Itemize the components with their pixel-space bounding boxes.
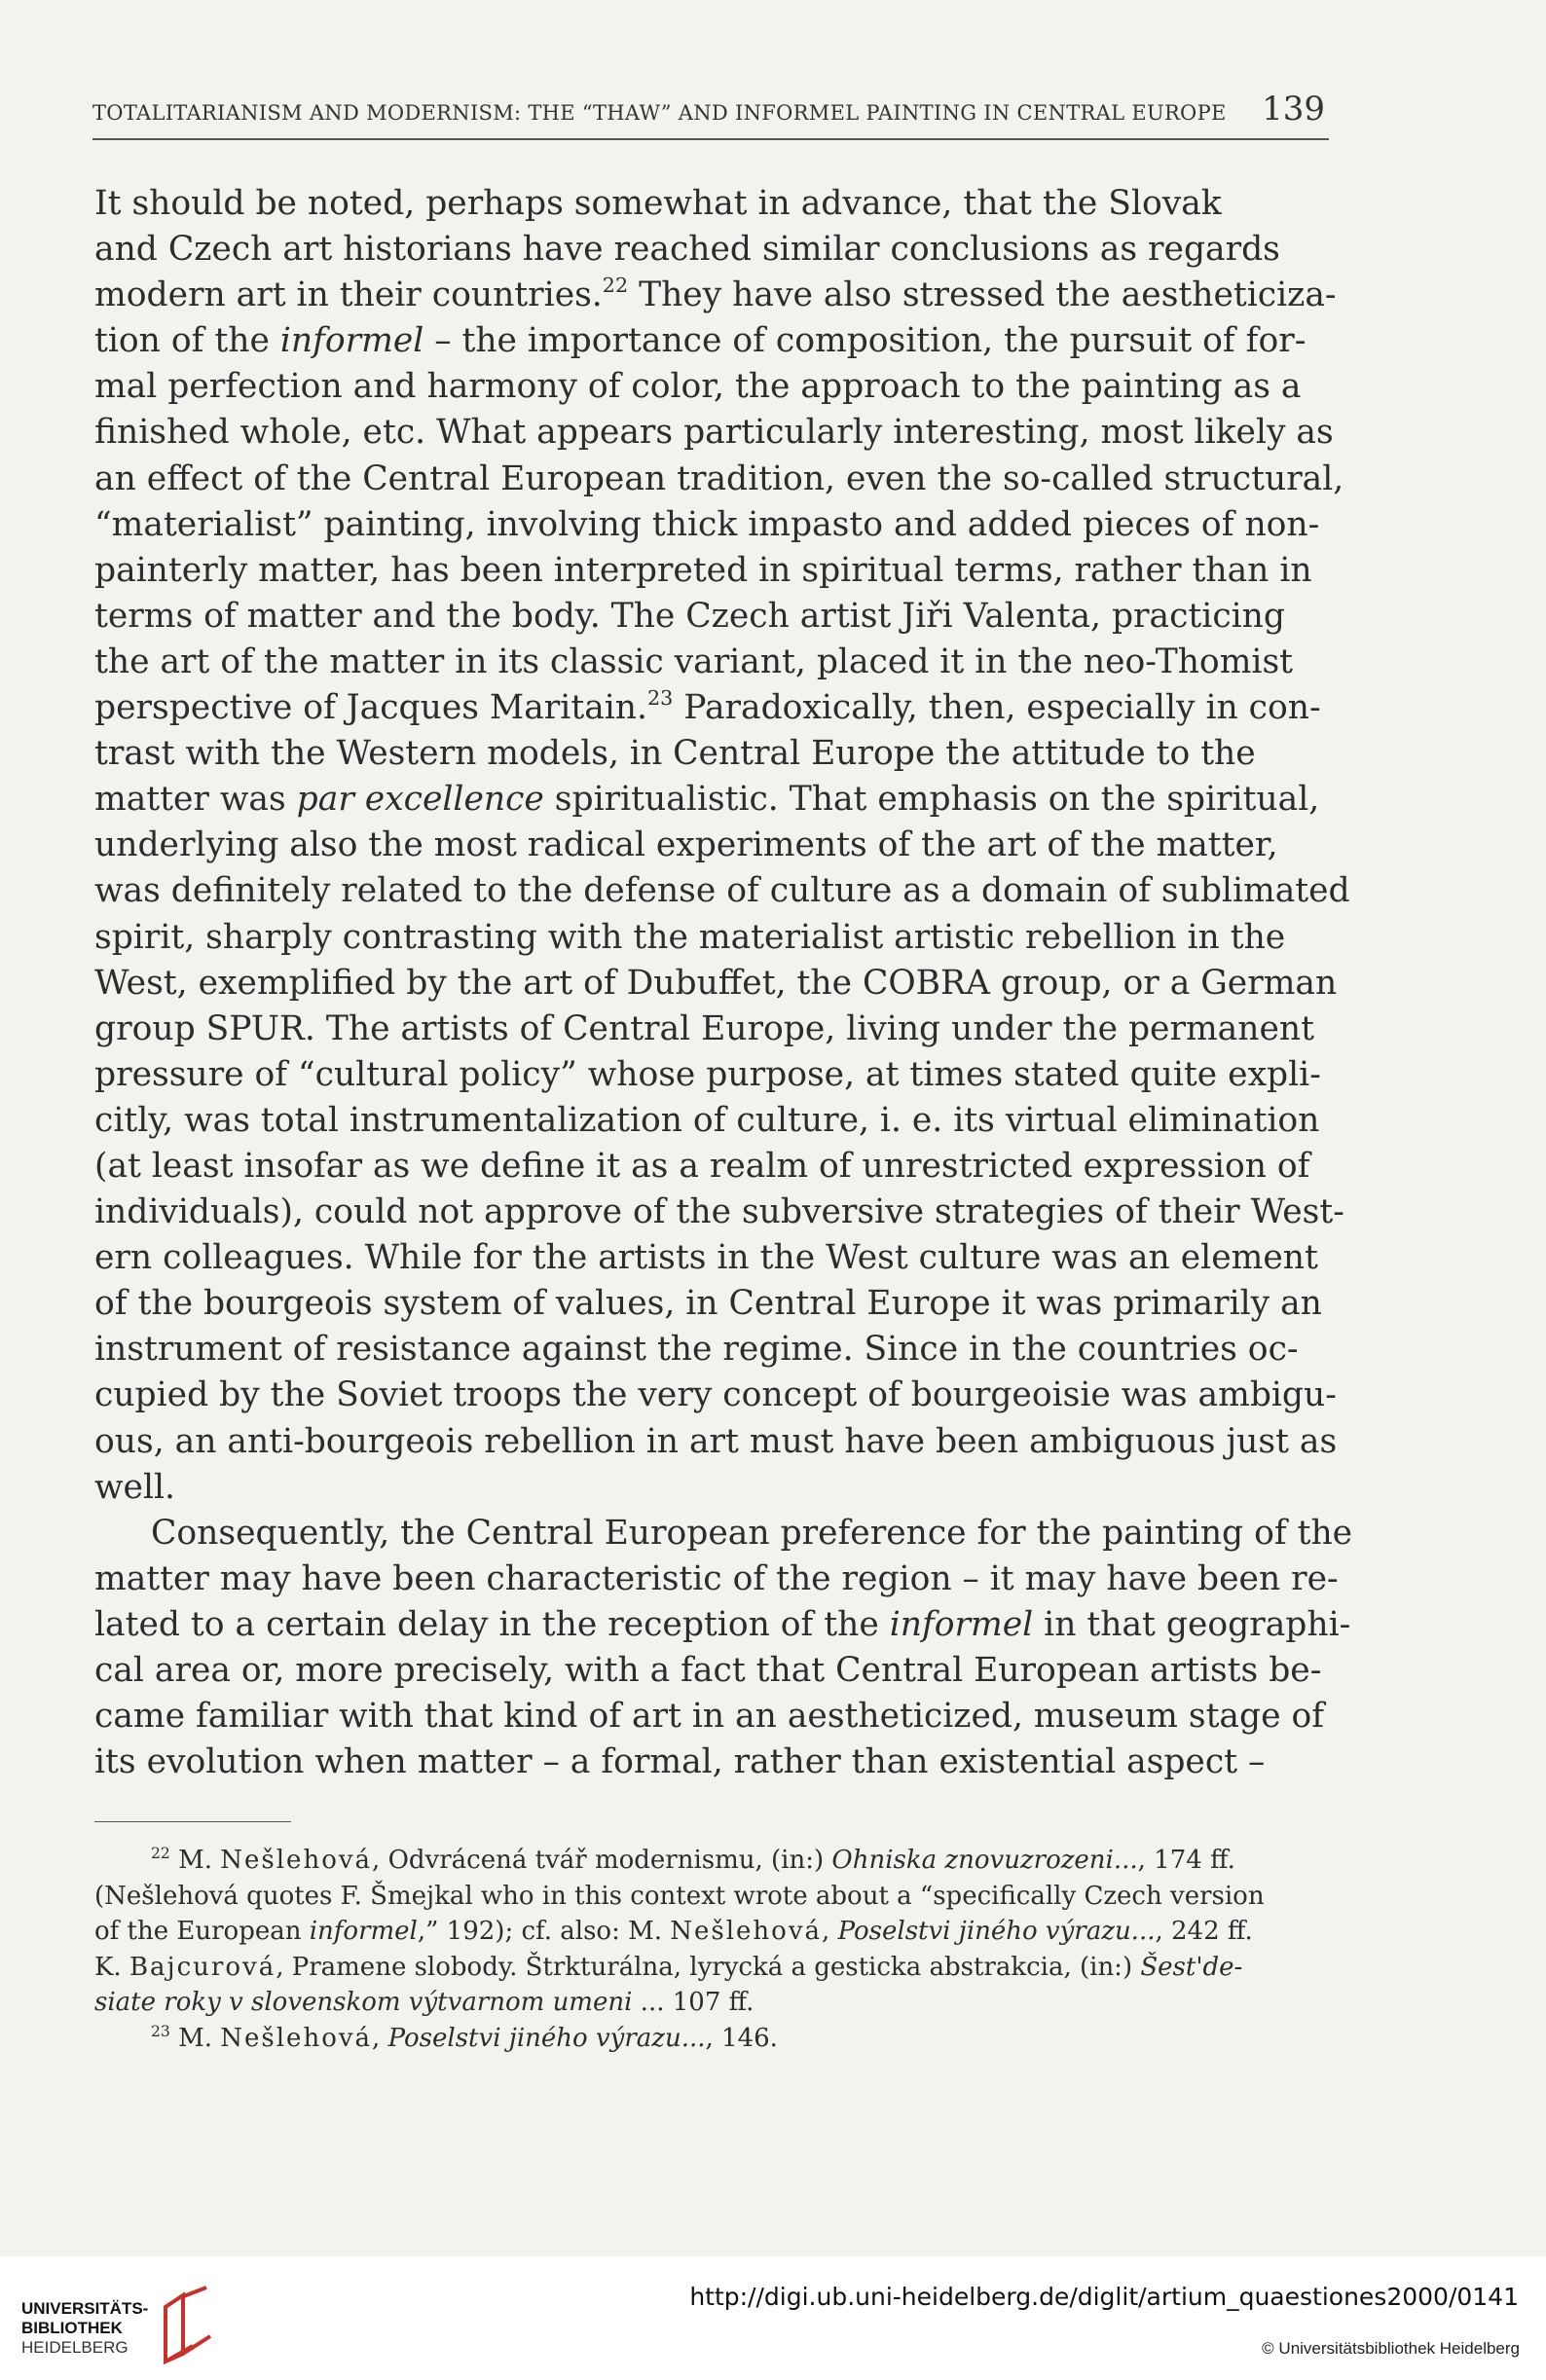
text-line: lated to a certain delay in the reception of the informel in that geographi- xyxy=(94,1604,1351,1644)
text-line: ern colleagues. While for the artists in the West culture was an element xyxy=(94,1238,1318,1278)
text-line: (at least insofar as we define it as a realm of unrestricted expression of xyxy=(94,1146,1310,1186)
page-number: 139 xyxy=(1262,90,1325,128)
text-line: cal area or, more precisely, with a fact that Central European artists be- xyxy=(94,1651,1322,1690)
text-line: group SPUR. The artists of Central Europe, living under the permanent xyxy=(94,1008,1314,1048)
footnotes xyxy=(94,1843,1329,2057)
text-line: “materialist” painting, involving thick impasto and added pieces of non- xyxy=(94,504,1320,544)
paragraph-start-line: Consequently, the Central European preference for the painting of the xyxy=(151,1513,1353,1553)
italic-term: informel xyxy=(889,1604,1034,1644)
text-line: trast with the Western models, in Central Europe the attitude to the xyxy=(94,734,1256,774)
text-line: matter may have been characteristic of the region – it may have been re- xyxy=(94,1558,1339,1598)
text-line: West, exemplified by the art of Dubuffet, the COBRA group, or a German xyxy=(94,963,1338,1003)
text-line: cupied by the Soviet troops the very concept of bourgeoisie was ambigu- xyxy=(94,1375,1337,1415)
library-logo-icon xyxy=(156,2286,216,2371)
text-line: pressure of “cultural policy” whose purpose, at times stated quite expli- xyxy=(94,1054,1321,1094)
footnote-22: $^{22}$ M. Nešlehová, Odvrácená tvář modernismu, (in:) Ohniska znovuzrozeni..., 174 ff. xyxy=(151,1845,1235,1875)
footnote-line: K. Bajcurová, Pramene slobody. Štrkturálna, lyrycká a gesticka abstrakcia, (in:) Šest'de- xyxy=(94,1952,1243,1982)
running-header xyxy=(92,84,1329,140)
text-line: tion of the informel – the importance of composition, the pursuit of for- xyxy=(94,321,1307,361)
text-line: terms of matter and the body. The Czech artist Jiři Valenta, practicing xyxy=(94,596,1285,636)
running-title: TOTALITARIANISM AND MODERNISM: THE “THAW” AND INFORMEL PAINTING IN CENTRAL EUROPE xyxy=(92,101,1227,125)
footnote-ref-23: 23 xyxy=(647,686,674,711)
text-line: modern art in their countries.$^{22}$ They have also stressed the aestheticiza- xyxy=(94,274,1337,315)
text-line: spirit, sharply contrasting with the materialist artistic rebellion in the xyxy=(94,917,1286,957)
copyright-notice: © Universitätsbibliothek Heidelberg xyxy=(1262,2339,1520,2358)
text-line: came familiar with that kind of art in an aestheticized, museum stage of xyxy=(94,1697,1325,1737)
footnote-line: of the European informel,” 192); cf. also: M. Nešlehová, Poselstvi jiného výrazu..., 242 ff. xyxy=(94,1917,1253,1947)
source-url-link[interactable]: http://digi.ub.uni-heidelberg.de/diglit/artium_quaestiones2000/0141 xyxy=(689,2283,1519,2311)
text-line: instrument of resistance against the regime. Since in the countries oc- xyxy=(94,1330,1299,1370)
text-line: matter was par excellence spiritualistic. That emphasis on the spiritual, xyxy=(94,780,1320,820)
text-line: citly, was total instrumentalization of culture, i. e. its virtual elimination xyxy=(94,1100,1320,1140)
text-line: and Czech art historians have reached similar conclusions as regards xyxy=(94,230,1280,270)
footnote-23: $^{23}$ M. Nešlehová, Poselstvi jiného výrazu..., 146. xyxy=(151,2022,778,2053)
text-line: painterly matter, has been interpreted in spiritual terms, rather than in xyxy=(94,550,1312,590)
italic-term: informel xyxy=(279,321,424,361)
text-line: underlying also the most radical experiments of the art of the matter, xyxy=(94,825,1278,865)
text-line: an effect of the Central European tradition, even the so-called structural, xyxy=(94,458,1344,498)
text-line: was definitely related to the defense of culture as a domain of sublimated xyxy=(94,871,1350,911)
digitization-footer xyxy=(0,2256,1546,2380)
text-line: its evolution when matter – a formal, rather than existential aspect – xyxy=(94,1742,1266,1782)
footnote-divider xyxy=(94,1821,291,1822)
text-line: It should be noted, perhaps somewhat in advance, that the Slovak xyxy=(94,184,1222,223)
text-line: the art of the matter in its classic variant, placed it in the neo-Thomist xyxy=(94,641,1294,681)
library-logo-text: UNIVERSITÄTS- BIBLIOTHEK HEIDELBERG xyxy=(21,2299,149,2357)
text-line: individuals), could not approve of the subversive strategies of their West- xyxy=(94,1192,1344,1232)
footnote-ref-22: 22 xyxy=(602,274,629,298)
text-line: perspective of Jacques Maritain.$^{23}$ Paradoxically, then, especially in con- xyxy=(94,686,1321,728)
footnote-line: (Nešlehová quotes F. Šmejkal who in this context wrote about a “specifically Czech version xyxy=(94,1881,1265,1911)
text-line: finished whole, etc. What appears particularly interesting, most likely as xyxy=(94,413,1334,453)
body-text xyxy=(94,181,1353,1785)
text-line: ous, an anti-bourgeois rebellion in art must have been ambiguous just as xyxy=(94,1421,1338,1461)
text-line: of the bourgeois system of values, in Central Europe it was primarily an xyxy=(94,1284,1322,1324)
footnote-line: siate roky v slovenskom výtvarnom umeni ... 107 ff. xyxy=(94,1988,755,2018)
text-line: well. xyxy=(94,1467,175,1507)
text-line: mal perfection and harmony of color, the approach to the painting as a xyxy=(94,367,1302,407)
italic-term: par excellence xyxy=(296,780,544,820)
